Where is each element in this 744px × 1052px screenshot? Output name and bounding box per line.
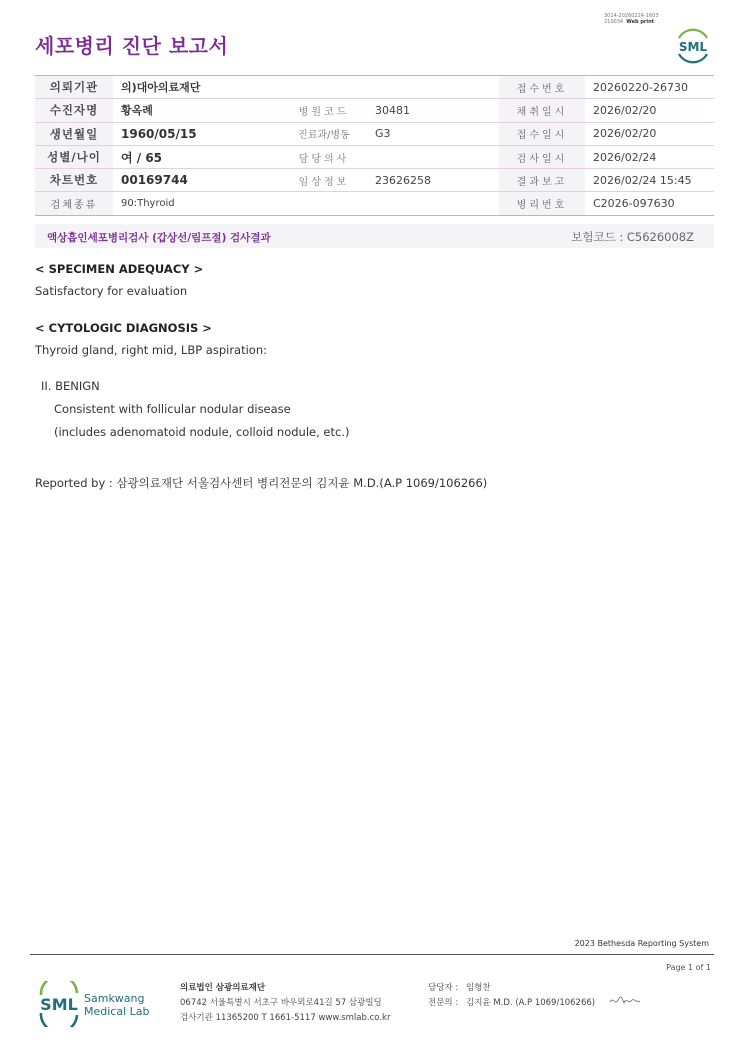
adequacy-text: Satisfactory for evaluation (35, 284, 188, 298)
label-birth-date: 생년월일 (35, 122, 113, 145)
label-chart-number: 차트번호 (35, 169, 113, 192)
label-clinical-info: 임상정보 (281, 169, 367, 192)
label-physician: 담당의사 (281, 145, 367, 168)
label-receipt-number: 접수번호 (499, 76, 585, 99)
insurance-code: 보험코드 : C5626008Z (571, 230, 694, 244)
value-patient-name: 황옥례 (113, 99, 281, 122)
label-sex-age: 성별/나이 (35, 145, 113, 168)
table-row (35, 99, 714, 122)
table-row (35, 145, 714, 168)
org-address: 06742 서울특별시 서초구 바우뫼로41길 57 삼광빌딩 (180, 998, 382, 1008)
label-patient-name: 수진자명 (35, 99, 113, 122)
label-pathology-number: 병리번호 (499, 192, 585, 215)
value-physician (367, 145, 499, 168)
specialist-name: 김지윤 M.D. (A.P 1069/106266) (466, 998, 596, 1008)
value-exam-date: 2026/02/24 (585, 145, 714, 168)
footer-logo-line1: Samkwang (84, 992, 145, 1005)
value-pathology-number: C2026-097630 (585, 192, 714, 215)
bethesda-system: 2023 Bethesda Reporting System (574, 939, 709, 948)
specialist-label: 전문의 : (428, 998, 459, 1008)
table-row (35, 169, 714, 192)
label-result-report: 결과보고 (499, 169, 585, 192)
samkwang-logo-icon (37, 981, 157, 1027)
value-receipt-date: 2026/02/20 (585, 122, 714, 145)
footer-logo-abbr: SML (40, 995, 78, 1014)
value-requesting-org: 의)대아의료재단 (113, 76, 281, 99)
label-hospital-code: 병원코드 (281, 99, 367, 122)
finding-line-2: (includes adenomatoid nodule, colloid nodule, etc.) (54, 425, 350, 439)
value-receipt-number: 20260220-26730 (585, 76, 714, 99)
print-info (604, 13, 659, 25)
table-row (35, 122, 714, 145)
logo-text: SML (678, 40, 708, 54)
value-specimen-type: 90:Thyroid (113, 192, 281, 215)
footer-divider (30, 954, 714, 955)
label-exam-date: 검사일시 (499, 145, 585, 168)
table-row (35, 192, 714, 215)
report-title: 세포병리 진단 보고서 (35, 34, 229, 58)
value-sex-age: 여 / 65 (113, 145, 281, 168)
adequacy-heading: < SPECIMEN ADEQUACY > (35, 262, 204, 276)
sml-logo-icon (672, 26, 714, 64)
label-collection-date: 채취일시 (499, 99, 585, 122)
value-birth-date: 1960/05/15 (113, 122, 281, 145)
signature-icon (608, 994, 642, 1008)
value-collection-date: 2026/02/20 (585, 99, 714, 122)
footer-staff (428, 981, 595, 1011)
value-chart-number: 00169744 (113, 169, 281, 192)
value-clinical-info: 23626258 (367, 169, 499, 192)
page-number: Page 1 of 1 (666, 963, 711, 972)
label-specimen-type: 검체종류 (35, 192, 113, 215)
label-department: 진료과/병동 (281, 122, 367, 145)
exam-band (35, 224, 714, 248)
print-id: 210034 (604, 19, 624, 25)
diagnosis-category: II. BENIGN (41, 379, 100, 393)
value-result-report: 2026/02/24 15:45 (585, 169, 714, 192)
finding-line-1: Consistent with follicular nodular disease (54, 402, 291, 416)
label-requesting-org: 의뢰기관 (35, 76, 113, 99)
reported-by: Reported by : 삼광의료재단 서울검사센터 병리전문의 김지윤 M.D.(A.P 1069/106266) (35, 476, 488, 490)
doc-code: 3014-20260224-1603 (604, 13, 659, 19)
staff-name: 임형찬 (466, 983, 491, 993)
label-receipt-date: 접수일시 (499, 122, 585, 145)
org-contact: 검사기관 11365200 T 1661-5117 www.smlab.co.kr (180, 1013, 391, 1023)
patient-info-table (35, 75, 714, 216)
value-department: G3 (367, 122, 499, 145)
footer-org-info (180, 981, 390, 1026)
print-label: Web print (626, 19, 655, 25)
diagnosis-heading: < CYTOLOGIC DIAGNOSIS > (35, 321, 212, 335)
diagnosis-site: Thyroid gland, right mid, LBP aspiration: (35, 343, 268, 357)
table-row (35, 76, 714, 99)
org-name: 의료법인 삼광의료재단 (180, 983, 266, 993)
footer-logo-line2: Medical Lab (84, 1005, 150, 1018)
staff-label: 담당자 : (428, 983, 459, 993)
exam-name: 액상흡인세포병리검사 (갑상선/림프절) 검사결과 (47, 232, 271, 244)
value-hospital-code: 30481 (367, 99, 499, 122)
